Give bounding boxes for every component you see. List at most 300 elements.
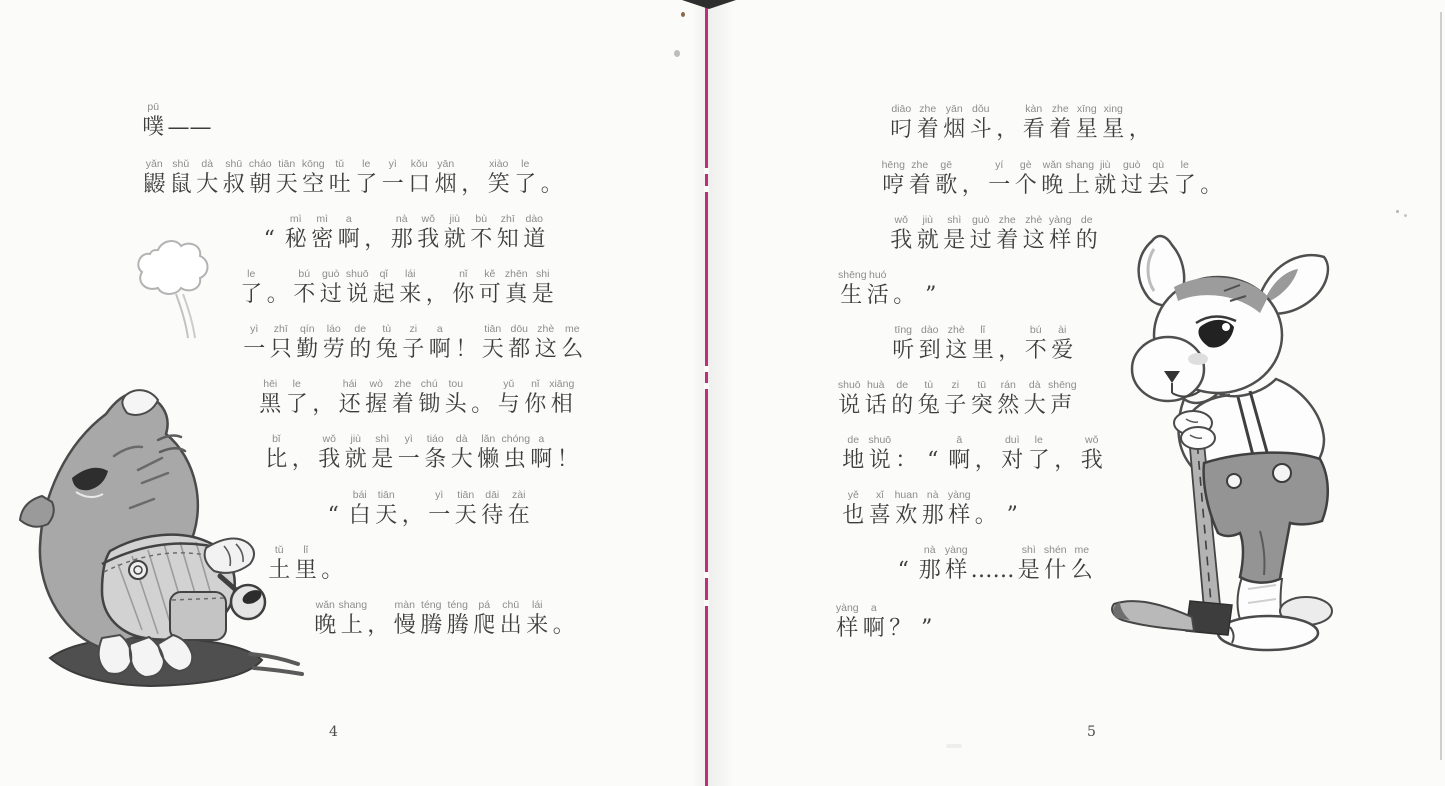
hanzi: 一: [428, 503, 451, 528]
hanzi: 鼹: [143, 172, 166, 197]
pinyin: me: [564, 323, 580, 335]
text-line: [263, 432, 581, 473]
pinyin: mì: [316, 213, 329, 225]
hanzi-pinyin-token: [453, 488, 480, 529]
hanzi: 子: [944, 393, 967, 418]
pinyin: bú: [1029, 324, 1042, 336]
pinyin: [960, 158, 987, 172]
pinyin: zi: [409, 323, 418, 335]
hanzi: 了: [355, 172, 378, 197]
pinyin: xǐ: [875, 489, 884, 501]
hanzi-pinyin-token: [918, 268, 945, 309]
pinyin: le: [247, 268, 256, 280]
hanzi-pinyin-token: [503, 267, 530, 308]
hanzi: 就: [443, 227, 466, 252]
hanzi: 大: [196, 172, 219, 197]
hanzi: ，: [961, 173, 984, 198]
hanzi-pinyin-token: [1021, 102, 1048, 143]
hanzi: 只: [269, 337, 292, 362]
hanzi: 对: [1001, 448, 1024, 473]
eye-highlight: [1222, 323, 1230, 331]
hanzi: 一: [397, 447, 420, 472]
hanzi-pinyin-token: [867, 488, 894, 529]
hanzi-pinyin-token: [433, 157, 460, 198]
hanzi: 土: [268, 558, 291, 583]
hanzi-pinyin-token: [1092, 158, 1119, 199]
hanzi: 不: [293, 282, 316, 307]
hanzi: 。: [974, 503, 997, 528]
hanzi: 晚: [1041, 173, 1064, 198]
hanzi: 也: [842, 503, 865, 528]
hanzi: 空: [302, 172, 325, 197]
pinyin: rán: [1000, 379, 1016, 391]
pinyin: [256, 212, 283, 226]
hanzi: 爬: [473, 613, 496, 638]
hanzi: 星: [1075, 117, 1098, 142]
pinyin: shǔ: [172, 158, 190, 170]
hanzi: 的: [1075, 228, 1098, 253]
hanzi-pinyin-token: [880, 158, 907, 199]
hanzi: ，: [312, 392, 335, 417]
hanzi: 啊: [530, 447, 553, 472]
pinyin: [265, 267, 292, 281]
hanzi-pinyin-token: [469, 377, 496, 418]
pinyin: zhēn: [504, 268, 528, 280]
hanzi: 过: [319, 282, 342, 307]
hanzi-pinyin-token: [347, 488, 374, 529]
pinyin: yě: [847, 489, 859, 501]
pinyin: [887, 601, 914, 615]
hanzi-pinyin-token: [1066, 158, 1093, 199]
pinyin: wǎn: [315, 599, 335, 611]
pinyin: a: [436, 323, 443, 335]
pinyin: tīng: [894, 324, 912, 336]
hanzi-pinyin-token: [506, 322, 533, 363]
hanzi: 比: [265, 447, 288, 472]
pinyin: de: [354, 323, 367, 335]
dust-speck: [1404, 214, 1407, 217]
hanzi-pinyin-token: [530, 267, 557, 308]
pinyin: téng: [447, 599, 468, 611]
text-line: [141, 157, 565, 198]
pinyin: ài: [1058, 324, 1067, 336]
hanzi-pinyin-token: [400, 322, 427, 363]
hanzi: 出: [499, 613, 522, 638]
hanzi: 了: [285, 392, 308, 417]
pinyin: de: [847, 434, 860, 446]
hanzi-pinyin-token: [1074, 102, 1101, 143]
hanzi-pinyin-token: [424, 267, 451, 308]
hanzi: 叼: [890, 117, 913, 142]
rabbit-shorts: [1204, 453, 1328, 583]
hanzi: 然: [997, 393, 1020, 418]
pinyin: zhè: [537, 323, 555, 335]
pinyin: xīng: [1076, 103, 1097, 115]
pinyin: dōu: [510, 323, 529, 335]
hanzi: 哼: [882, 173, 905, 198]
hanzi: 劳: [322, 337, 345, 362]
hanzi: 那: [918, 558, 941, 583]
hanzi-pinyin-token: [917, 323, 944, 364]
pinyin: [453, 322, 480, 336]
hanzi: 的: [349, 337, 372, 362]
rabbit-illustration: [1040, 233, 1340, 665]
hanzi-pinyin-token: [941, 102, 968, 143]
hanzi-pinyin-token: [449, 432, 476, 473]
hanzi-pinyin-token: [373, 488, 400, 529]
hanzi: “: [897, 558, 909, 583]
spine-shadow: [708, 0, 734, 786]
pinyin: nǐ: [459, 268, 468, 280]
hanzi: 白: [348, 503, 371, 528]
pinyin: dāi: [485, 489, 500, 501]
hanzi-pinyin-token: [942, 378, 969, 419]
pinyin: [891, 268, 918, 282]
mole-arm: [20, 496, 54, 527]
pinyin: jiù: [1099, 159, 1111, 171]
pinyin: zhī: [273, 323, 288, 335]
mole-illustration: [10, 386, 310, 692]
hanzi: 头: [444, 392, 467, 417]
pinyin: ā: [956, 434, 963, 446]
hanzi-pinyin-token: [970, 323, 997, 364]
hanzi-pinyin-token: [475, 432, 502, 473]
hanzi-pinyin-token: [891, 268, 918, 309]
hanzi: 虫: [503, 447, 526, 472]
hanzi: 我: [1080, 448, 1103, 473]
hanzi-pinyin-token: [265, 267, 292, 308]
hanzi-pinyin-token: [916, 378, 943, 419]
rabbit-muzzle: [1132, 337, 1204, 401]
hanzi: 了: [240, 282, 263, 307]
hanzi: ”: [1006, 503, 1018, 528]
hanzi: 一: [243, 337, 266, 362]
hanzi: ”: [925, 283, 937, 308]
left-page-number: 4: [329, 724, 338, 740]
pinyin: yì: [435, 489, 444, 501]
hanzi-pinyin-token: [549, 377, 576, 418]
pinyin: shuō: [345, 268, 369, 280]
hanzi: 来: [399, 282, 422, 307]
hanzi: ，: [364, 227, 387, 252]
hanzi: 活: [866, 283, 889, 308]
hanzi-pinyin-token: [256, 212, 283, 253]
pinyin: qǐ: [379, 268, 388, 280]
hanzi-pinyin-token: [893, 433, 920, 474]
hanzi: 个: [1014, 173, 1037, 198]
hanzi-pinyin-token: [840, 433, 867, 474]
hanzi: 口: [408, 172, 431, 197]
pinyin: gè: [1019, 159, 1032, 171]
pinyin: yí: [995, 159, 1004, 171]
pinyin: shuō: [868, 434, 892, 446]
hanzi-pinyin-token: [986, 158, 1013, 199]
pinyin: [424, 267, 451, 281]
hanzi: 烟: [434, 172, 457, 197]
pinyin: yàng: [1048, 214, 1072, 226]
hanzi-pinyin-token: [887, 601, 914, 642]
text-line: [312, 598, 577, 639]
pinyin: wǒ: [894, 214, 908, 226]
hanzi-pinyin-token: [1039, 158, 1066, 199]
hanzi: 什: [1044, 558, 1067, 583]
hanzi-pinyin-token: [418, 598, 445, 639]
hanzi-pinyin-token: [450, 267, 477, 308]
pinyin: tǔ: [335, 158, 345, 170]
pinyin: [551, 598, 578, 612]
hanzi-pinyin-token: [392, 598, 419, 639]
dust-speck: [674, 50, 680, 57]
hanzi-pinyin-token: [363, 377, 390, 418]
pinyin: duì: [1004, 434, 1020, 446]
hanzi-pinyin-token: [1119, 158, 1146, 199]
hanzi: 与: [497, 392, 520, 417]
hanzi-pinyin-token: [863, 378, 890, 419]
hanzi: 上: [340, 613, 363, 638]
hanzi: 这: [1022, 228, 1045, 253]
pinyin: yì: [388, 158, 397, 170]
hanzi-pinyin-token: [1013, 158, 1040, 199]
pinyin: a: [870, 602, 877, 614]
pinyin: tū: [977, 379, 987, 391]
hanzi-pinyin-token: [442, 212, 469, 253]
hanzi-pinyin-token: [890, 543, 917, 584]
pinyin: lái: [531, 599, 543, 611]
overalls-button: [129, 561, 147, 579]
hanzi: 子: [402, 337, 425, 362]
hanzi: 来: [526, 613, 549, 638]
text-line: [256, 212, 548, 253]
hanzi-pinyin-token: [141, 157, 168, 198]
hanzi-pinyin-token: [247, 157, 274, 198]
hanzi: 兔: [917, 393, 940, 418]
hanzi-pinyin-token: [327, 157, 354, 198]
hanzi: 不: [1024, 338, 1047, 363]
pinyin: huó: [868, 269, 887, 281]
hanzi: ，: [291, 447, 314, 472]
hanzi-pinyin-token: [512, 157, 539, 198]
stitch-hole: [704, 600, 709, 606]
hanzi: ，: [998, 338, 1021, 363]
hanzi: 我: [890, 228, 913, 253]
pinyin: zhe: [911, 159, 929, 171]
hanzi-pinyin-token: [1016, 543, 1043, 584]
hanzi-pinyin-token: [268, 322, 295, 363]
page-edge-line: [1440, 12, 1442, 760]
pinyin: bǐ: [272, 433, 281, 445]
text-line: [888, 102, 1153, 143]
pinyin: huà: [866, 379, 885, 391]
pinyin: [365, 598, 392, 612]
hanzi: 地: [842, 448, 865, 473]
hanzi: 噗: [142, 115, 165, 140]
hanzi: 烟: [943, 117, 966, 142]
pinyin: guò: [971, 214, 990, 226]
hanzi-pinyin-token: [374, 322, 401, 363]
pinyin: shén: [1043, 544, 1067, 556]
pinyin: jiù: [922, 214, 933, 226]
text-line: [238, 267, 556, 308]
pinyin: [459, 157, 486, 171]
hanzi: 说: [838, 393, 861, 418]
pinyin: guò: [321, 268, 340, 280]
hanzi-pinyin-token: [380, 157, 407, 198]
hanzi-pinyin-token: [140, 100, 167, 141]
hanzi-pinyin-token: [369, 432, 396, 473]
pinyin: yì: [404, 433, 413, 445]
hanzi: 。: [552, 613, 575, 638]
hanzi: 斗: [969, 117, 992, 142]
hanzi: 了: [1173, 173, 1196, 198]
hanzi: 么: [1070, 558, 1093, 583]
hanzi: ！: [455, 337, 478, 362]
hanzi: 突: [970, 393, 993, 418]
hanzi: 。: [266, 282, 289, 307]
hanzi: 。: [540, 172, 563, 197]
text-line: [834, 601, 940, 642]
pinyin: jiù: [350, 433, 361, 445]
cheek-shade: [1188, 353, 1208, 365]
hanzi-pinyin-token: [309, 212, 336, 253]
hanzi-pinyin-token: [999, 488, 1026, 529]
pinyin: yàng: [835, 602, 859, 614]
pinyin: wǒ: [421, 213, 435, 225]
hanzi: 那: [390, 227, 413, 252]
hanzi-pinyin-token: [889, 378, 916, 419]
pinyin: kōng: [301, 158, 325, 170]
pinyin: màn: [394, 599, 415, 611]
hanzi-pinyin-token: [1127, 102, 1154, 143]
hanzi-pinyin-token: [506, 488, 533, 529]
pinyin: yǔ: [503, 378, 515, 390]
pinyin: [914, 601, 941, 615]
pinyin: bú: [298, 268, 311, 280]
hanzi-pinyin-token: [390, 377, 417, 418]
pinyin: tiān: [484, 323, 502, 335]
hanzi: 天: [375, 503, 398, 528]
spine-top-fold: [682, 0, 736, 9]
pinyin: [893, 433, 920, 447]
pinyin: tǔ: [274, 544, 284, 556]
hanzi: 啊: [428, 337, 451, 362]
hanzi: 天: [275, 172, 298, 197]
smoke-trail: [183, 294, 195, 338]
hanzi-pinyin-token: [867, 433, 894, 474]
pinyin: huan: [894, 489, 918, 501]
pinyin: shang: [1065, 159, 1095, 171]
mole-claws: [99, 635, 193, 677]
pinyin: xing: [1103, 103, 1123, 115]
hanzi-pinyin-token: [471, 598, 498, 639]
hanzi: ——: [167, 115, 212, 140]
text-line: [140, 100, 213, 141]
pinyin: tiān: [278, 158, 296, 170]
pinyin: tù: [924, 379, 934, 391]
hanzi: 腾: [446, 613, 469, 638]
hanzi-pinyin-token: [915, 213, 942, 254]
pinyin: shì: [947, 214, 962, 226]
hanzi: 相: [550, 392, 573, 417]
hanzi-pinyin-token: [521, 212, 548, 253]
pinyin: tiān: [377, 489, 395, 501]
hanzi-pinyin-token: [443, 377, 470, 418]
hanzi-pinyin-token: [861, 601, 888, 642]
pinyin: [970, 543, 1016, 557]
hanzi: 的: [891, 393, 914, 418]
hanzi: ”: [921, 616, 933, 641]
hanzi: 一: [988, 173, 1011, 198]
hanzi-pinyin-token: [312, 598, 339, 639]
hanzi: “: [263, 227, 275, 252]
pinyin: hái: [342, 378, 357, 390]
hanzi-pinyin-token: [353, 157, 380, 198]
hanzi-pinyin-token: [347, 322, 374, 363]
hanzi: 样: [948, 503, 971, 528]
hanzi-pinyin-token: [907, 158, 934, 199]
pinyin: lǐ: [980, 324, 986, 336]
hanzi: 着: [908, 173, 931, 198]
pinyin: qù: [1152, 159, 1165, 171]
hanzi: ！: [556, 447, 579, 472]
hanzi-pinyin-token: [316, 432, 343, 473]
pinyin: yì: [250, 323, 259, 335]
shorts-button: [1227, 474, 1241, 488]
hanzi: 过: [1120, 173, 1143, 198]
pinyin: nǐ: [531, 378, 540, 390]
hanzi-pinyin-token: [339, 598, 366, 639]
hanzi: 都: [508, 337, 531, 362]
hanzi: 啊: [337, 227, 360, 252]
pinyin: guò: [1122, 159, 1141, 171]
hanzi: 上: [1067, 173, 1090, 198]
hanzi-pinyin-token: [365, 598, 392, 639]
pinyin: [469, 377, 496, 391]
hanzi: 是: [943, 228, 966, 253]
pinyin: [539, 157, 566, 171]
hanzi: 么: [561, 337, 584, 362]
hanzi: ，: [974, 448, 997, 473]
hanzi-pinyin-token: [319, 543, 346, 584]
hanzi: 道: [523, 227, 546, 252]
hanzi: 一: [381, 172, 404, 197]
hanzi: 着: [1049, 117, 1072, 142]
stitch-hole: [704, 186, 709, 192]
pinyin: xiào: [489, 158, 509, 170]
hanzi-pinyin-token: [1198, 158, 1225, 199]
pinyin: wǎn: [1042, 159, 1062, 171]
pinyin: chú: [420, 378, 438, 390]
pinyin: chóng: [501, 433, 531, 445]
hanzi-pinyin-token: [291, 267, 318, 308]
pinyin: dà: [201, 158, 214, 170]
hanzi: 还: [338, 392, 361, 417]
hanzi-pinyin-token: [933, 158, 960, 199]
hanzi-pinyin-token: [422, 432, 449, 473]
hanzi-pinyin-token: [539, 157, 566, 198]
hanzi: 就: [344, 447, 367, 472]
pinyin: le: [521, 158, 530, 170]
pinyin: [890, 543, 917, 557]
pinyin: nà: [923, 544, 936, 556]
pinyin: tiān: [457, 489, 475, 501]
hanzi-pinyin-token: [555, 432, 582, 473]
hanzi-pinyin-token: [167, 100, 213, 141]
pinyin: wǒ: [1085, 434, 1099, 446]
pinyin: chū: [502, 599, 520, 611]
dust-speck: [681, 12, 685, 17]
hanzi-pinyin-token: [344, 267, 371, 308]
hanzi: 我: [417, 227, 440, 252]
